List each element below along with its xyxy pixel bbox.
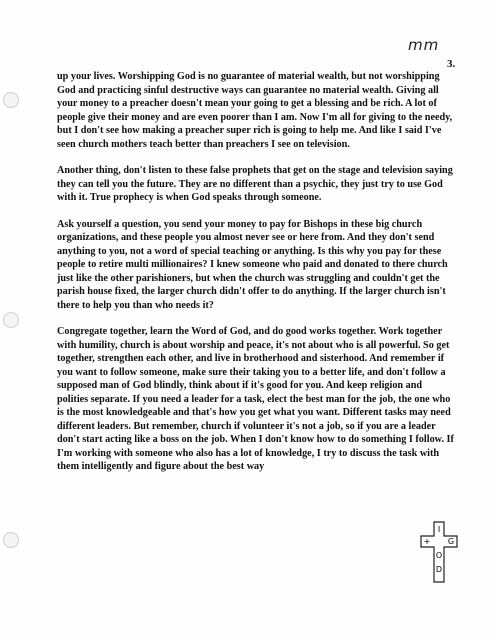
paragraph: Ask yourself a question, you send your money to pay for Bishops in these big church organizations, and these people you almost never see or here from. And they don't send anything to you, not a word of special teaching or anything. Is this why you pay for these people to retire multi millionaires? I knew someone who paid and donated to there church just like the other parishioners, but when the church was struggling and couldn't get the parish house fixed, the larger church didn't offer to do anything. If the larger church isn't there to help you than who needs it? <box>57 218 448 311</box>
cross-letter: + <box>423 537 431 546</box>
paragraph: Congregate together, learn the Word of God, and do good works together. Work together with humility, church is about worship and peace, it's not about who is all powerful. So get together, strengthen each other, and live in brotherhood and sisterhood. And remember if you want to follow someone, make sure their taking you to a better life, and don't follow a supposed man of God blindly, think about if it's good for you. And keep religion and polities separate. If you need a leader for a task, elect the best man for the job, the one who is the most knowledgeable and that's how you get what you want. Different tasks may need different leaders. But remember, church if volunteer it's not a job, so if you are a leader don't start acting like a boss on the job. When I don't know how to do something I follow. If I'm working with someone who also has a lot of knowledge, I try to discuss the task with them intelligently and figure about the best way <box>57 326 454 472</box>
document-body <box>57 70 455 487</box>
cross-letter: D <box>435 565 443 574</box>
binder-hole <box>3 92 19 108</box>
paragraph: Another thing, don't listen to these false prophets that get on the stage and television saying they can tell you the future. They are no different than a psychic, they just try to use God with it. True prophecy is when God speaks through someone. <box>57 165 453 203</box>
page-number: 3. <box>447 58 456 70</box>
binder-hole <box>3 532 19 548</box>
paragraph: up your lives. Worshipping God is no guarantee of material wealth, but not worshipping God and practicing sinful destructive ways can guarantee no material wealth. Giving all your money to a preacher doesn't mean your going to get a blessing and be rich. A lot of people give their money and are even poorer than I am. Now I'm all for giving to the needy, but I don't see how making a preacher super rich is going to help me. And like I said I've seen church mothers teach better than preachers I see on television. <box>57 71 453 150</box>
binder-hole <box>3 312 19 328</box>
handwritten-initials: mm <box>408 36 440 54</box>
cross-letter: G <box>447 537 455 546</box>
hand-drawn-cross-icon <box>419 520 459 584</box>
cross-letter: I <box>437 525 441 534</box>
cross-letter: O <box>435 551 443 560</box>
